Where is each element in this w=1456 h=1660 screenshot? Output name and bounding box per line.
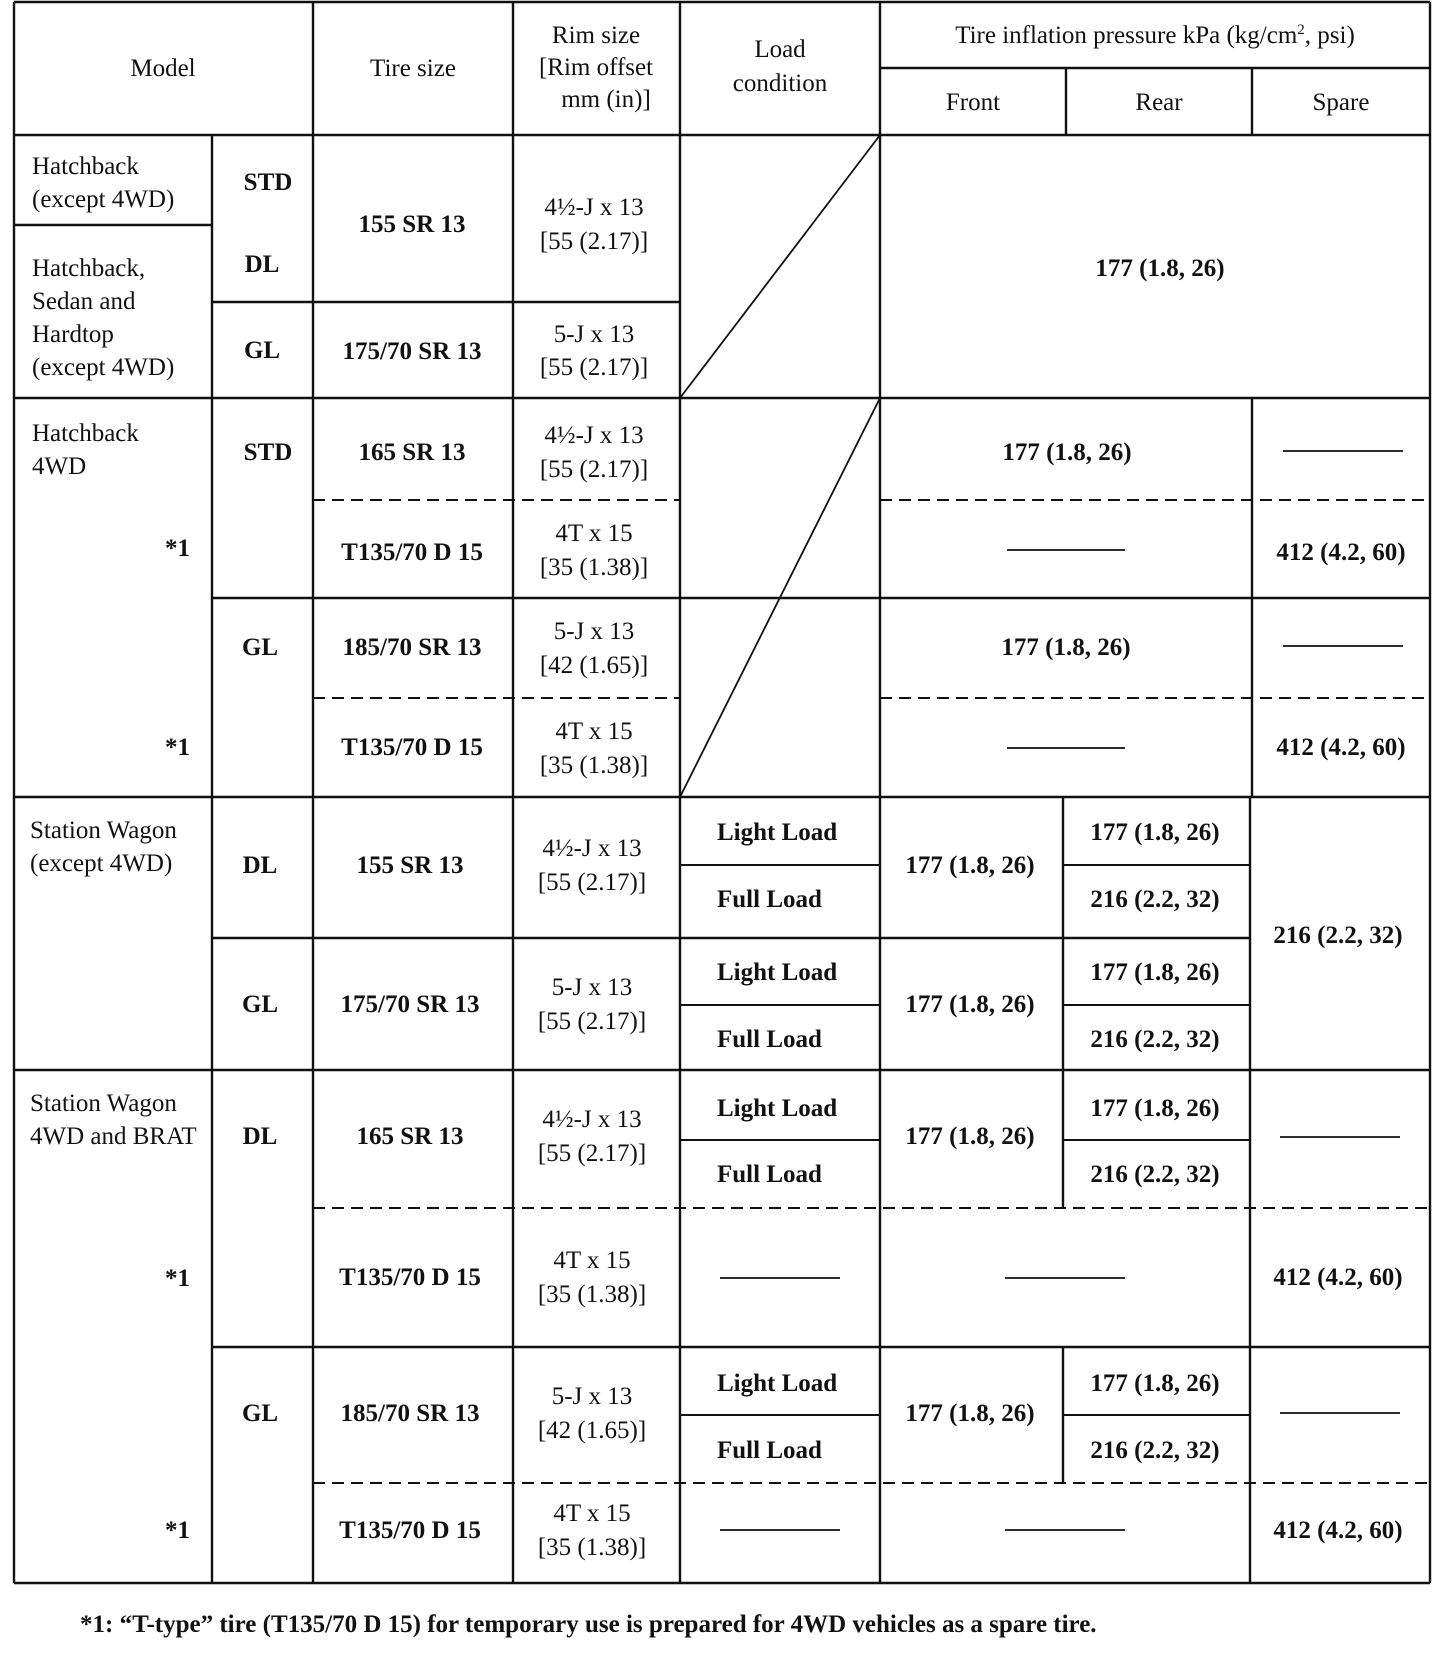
model-label: Sedan and (32, 288, 136, 315)
pressure-cell: 177 (1.8, 26) (1002, 439, 1132, 466)
rear-pressure-light: 177 (1.8, 26) (1090, 959, 1220, 986)
front-pressure-cell: 177 (1.8, 26) (905, 1123, 1035, 1150)
front-pressure-cell: 177 (1.8, 26) (905, 991, 1035, 1018)
tire-size-cell: T135/70 D 15 (341, 539, 483, 566)
rim-offset-cell: [35 (1.38)] (537, 1281, 647, 1308)
header-rear: Rear (1135, 89, 1183, 116)
rear-pressure-light: 177 (1.8, 26) (1090, 1095, 1220, 1122)
rim-offset-cell: [55 (2.17)] (537, 1140, 647, 1167)
group-station-wagon-4wd-brat (30, 1090, 1403, 1561)
rim-size-cell: 4½-J x 13 (542, 835, 642, 862)
pressure-cell: 177 (1.8, 26) (1095, 255, 1225, 282)
grade-label: STD (243, 439, 293, 466)
model-label: 4WD and BRAT (30, 1123, 197, 1150)
rim-offset-cell: [55 (2.17)] (539, 228, 649, 255)
grade-label: STD (243, 169, 293, 196)
rim-offset-cell: [55 (2.17)] (537, 1008, 647, 1035)
rear-pressure-full: 216 (2.2, 32) (1090, 1161, 1220, 1188)
header-rim-offset: [Rim offset (538, 54, 654, 81)
model-label: (except 4WD) (30, 850, 173, 877)
spare-pressure-cell: 216 (2.2, 32) (1273, 922, 1403, 949)
model-label: Hardtop (32, 321, 114, 348)
grade-label: DL (242, 852, 278, 879)
grade-label: GL (243, 337, 281, 364)
front-pressure-cell: 177 (1.8, 26) (905, 852, 1035, 879)
rim-size-cell: 4½-J x 13 (544, 422, 644, 449)
header-rim-size: Rim size (551, 22, 641, 49)
model-label: 4WD (32, 453, 87, 480)
spare-pressure-cell: 412 (4.2, 60) (1273, 1517, 1403, 1544)
header-rim-unit: mm (in)] (561, 86, 651, 113)
spare-pressure-cell: 412 (4.2, 60) (1273, 1264, 1403, 1291)
table-grid (14, 2, 1430, 1583)
footnote-marker: *1 (165, 734, 190, 761)
tire-size-cell: T135/70 D 15 (339, 1517, 481, 1544)
tire-size-cell: T135/70 D 15 (339, 1264, 481, 1291)
tire-size-cell: 175/70 SR 13 (342, 338, 482, 365)
header-model: Model (130, 55, 196, 82)
grade-label: DL (242, 1123, 278, 1150)
rim-size-cell: 5-J x 13 (553, 321, 635, 348)
header-tire-size: Tire size (370, 55, 456, 82)
tire-size-cell: 165 SR 13 (356, 1123, 464, 1150)
rim-offset-cell: [35 (1.38)] (537, 1534, 647, 1561)
rim-size-cell: 4½-J x 13 (544, 194, 644, 221)
rear-pressure-full: 216 (2.2, 32) (1090, 1026, 1220, 1053)
footnote-marker: *1 (165, 1517, 190, 1544)
model-label: Station Wagon (30, 1090, 177, 1117)
pressure-cell: 177 (1.8, 26) (1001, 634, 1131, 661)
rim-offset-cell: [35 (1.38)] (539, 554, 649, 581)
header-spare: Spare (1312, 89, 1370, 116)
rim-offset-cell: [55 (2.17)] (539, 456, 649, 483)
grade-label: GL (241, 991, 279, 1018)
footnote-marker: *1 (165, 1265, 190, 1292)
group-station-wagon-2wd (30, 817, 1403, 1053)
grade-label: GL (241, 1400, 279, 1427)
model-label: Station Wagon (30, 817, 177, 844)
rim-size-cell: 4½-J x 13 (542, 1106, 642, 1133)
rim-offset-cell: [55 (2.17)] (539, 354, 649, 381)
tire-size-cell: 155 SR 13 (358, 211, 466, 238)
not-applicable-diagonal (680, 135, 880, 398)
header-pressure-title: Tire inflation pressure kPa ($kg/cm^2$, psi) (955, 22, 1355, 49)
load-condition-light: Light Load (717, 1095, 838, 1122)
model-label: (except 4WD) (32, 186, 175, 213)
model-label: Hatchback (32, 420, 139, 447)
rear-pressure-full: 216 (2.2, 32) (1090, 1437, 1220, 1464)
header-condition: condition (732, 70, 828, 97)
front-pressure-cell: 177 (1.8, 26) (905, 1400, 1035, 1427)
load-condition-light: Light Load (717, 819, 838, 846)
model-label: (except 4WD) (32, 354, 175, 381)
header-front: Front (945, 89, 1001, 116)
rim-size-cell: 5-J x 13 (553, 618, 635, 645)
rim-size-cell: 4T x 15 (555, 520, 633, 547)
model-label: Hatchback (32, 153, 139, 180)
rim-offset-cell: [42 (1.65)] (537, 1417, 647, 1444)
footnote-marker: *1 (165, 535, 190, 562)
spare-pressure-cell: 412 (4.2, 60) (1276, 734, 1406, 761)
rim-size-cell: 4T x 15 (555, 718, 633, 745)
load-condition-full: Full Load (717, 1026, 822, 1053)
rear-pressure-light: 177 (1.8, 26) (1090, 1370, 1220, 1397)
group-hatchback-4wd (32, 420, 1406, 779)
rear-pressure-full: 216 (2.2, 32) (1090, 886, 1220, 913)
tire-size-cell: 185/70 SR 13 (340, 1400, 480, 1427)
rear-pressure-light: 177 (1.8, 26) (1090, 819, 1220, 846)
footnote: *1: “T-type” tire (T135/70 D 15) for temporary use is prepared for 4WD vehicles as a spare tire. (80, 1611, 1097, 1638)
grade-label: GL (241, 634, 279, 661)
tire-size-cell: 155 SR 13 (356, 852, 464, 879)
rim-offset-cell: [42 (1.65)] (539, 652, 649, 679)
rim-size-cell: 5-J x 13 (551, 974, 633, 1001)
grade-label: DL (244, 251, 280, 278)
load-condition-light: Light Load (717, 959, 838, 986)
rim-size-cell: 5-J x 13 (551, 1383, 633, 1410)
load-condition-light: Light Load (717, 1370, 838, 1397)
load-condition-full: Full Load (717, 1437, 822, 1464)
tire-size-cell: 165 SR 13 (358, 439, 466, 466)
tire-size-cell: 175/70 SR 13 (340, 991, 480, 1018)
header-load: Load (754, 36, 806, 63)
model-label: Hatchback, (32, 255, 146, 282)
tire-size-cell: 185/70 SR 13 (342, 634, 482, 661)
rim-offset-cell: [55 (2.17)] (537, 869, 647, 896)
tire-size-cell: T135/70 D 15 (341, 734, 483, 761)
rim-size-cell: 4T x 15 (553, 1247, 631, 1274)
load-condition-full: Full Load (717, 886, 822, 913)
rim-size-cell: 4T x 15 (553, 1500, 631, 1527)
load-condition-full: Full Load (717, 1161, 822, 1188)
rim-offset-cell: [35 (1.38)] (539, 752, 649, 779)
spare-pressure-cell: 412 (4.2, 60) (1276, 539, 1406, 566)
